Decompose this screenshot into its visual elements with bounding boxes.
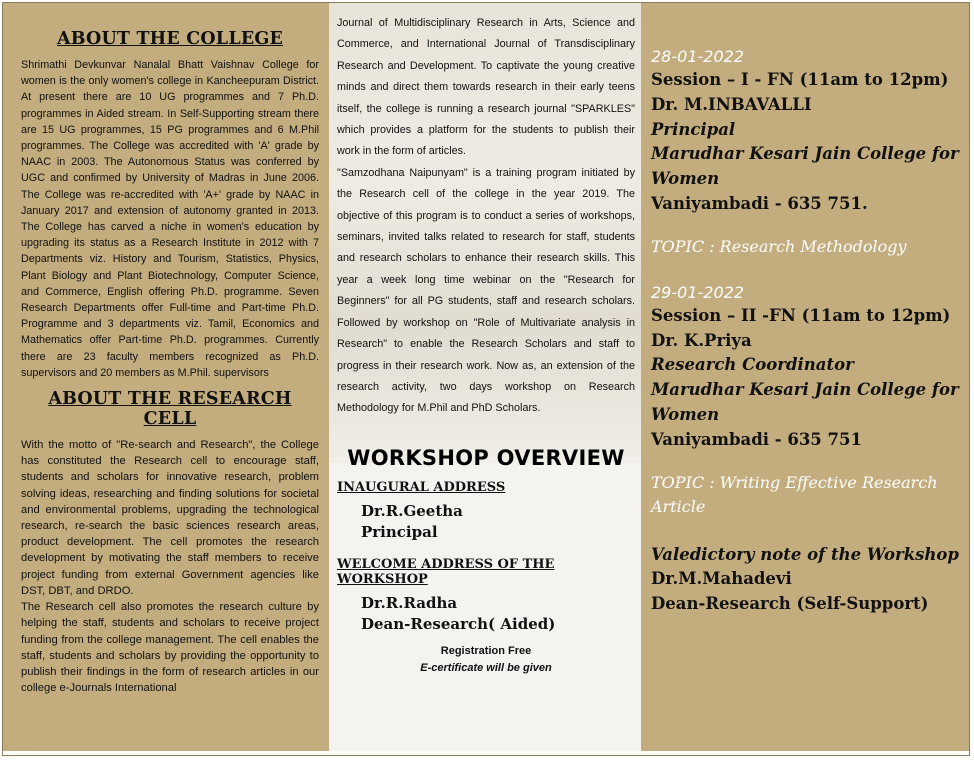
session-2-role: Research Coordinator bbox=[651, 355, 854, 375]
session-1-speaker: Dr. M.INBAVALLI bbox=[651, 94, 812, 114]
brochure-sheet bbox=[2, 2, 970, 756]
registration-info bbox=[337, 643, 635, 677]
college-heading: ABOUT THE COLLEGE bbox=[56, 29, 284, 49]
valedictory-title: Valedictory note of the Workshop bbox=[651, 544, 959, 564]
session-1-topic: TOPIC : Research Methodology bbox=[651, 236, 907, 256]
session-2-topic: TOPIC : Writing Effective Research Article bbox=[651, 472, 938, 516]
session-2-place: Vaniyambadi - 635 751 bbox=[651, 429, 862, 449]
valedictory-role: Dean-Research (Self-Support) bbox=[651, 594, 929, 614]
middle-panel bbox=[329, 3, 641, 751]
research-cell-paragraph-1: With the motto of "Re-search and Research", the College has constituted the Research cell to encourage staff, students and scholars for innovative research, problem solving ideas, researching and finding solutions for societal and environmental problems, upgrading the technological research, re-search the basic sciences research areas, product development. The cell promotes the research development by motivating the staff members to receive project funding from external Government agencies like DST, DBT, and DRDO. bbox=[21, 439, 319, 597]
session-2-speaker: Dr. K.Priya bbox=[651, 330, 752, 350]
session-1-college: Marudhar Kesari Jain College for Women bbox=[651, 144, 959, 189]
welcome-speaker bbox=[361, 593, 635, 635]
valedictory-name: Dr.M.Mahadevi bbox=[651, 569, 792, 589]
training-program-paragraph: "Samzodhana Naipunyam" is a training program initiated by the Research cell of the college in the year 2019. The objective of this program is to conduct a series of workshops, seminars, invited talks related to research for staff, students and research scholars to enhance their research skills. This year a week long time webinar on the "Research for Beginners" for all PG students, staff and research scholars. Followed by workshop on "Role of Multivariate analysis in Research" to enable the Research Scholars and staff to progress in their research work. Now as, an extension of the research activity, two days workshop on Research Methodology for M.Phil and PhD Scholars. bbox=[337, 166, 635, 415]
registration-free: Registration Free bbox=[440, 644, 532, 657]
workshop-overview-title: WORKSHOP OVERVIEW bbox=[347, 445, 625, 470]
research-cell-paragraph-2: The Research cell also promotes the research culture by helping the staff, students and scholars to receive project funding from the college management. The cell enables the staff, students and scholars by providing the opportunity to publish their findings in the form of research articles in our college e-Journals International bbox=[21, 601, 319, 695]
right-panel bbox=[641, 3, 969, 751]
session-1-role: Principal bbox=[651, 119, 736, 139]
left-panel bbox=[3, 3, 329, 751]
session-1-title: Session – I - FN (11am to 12pm) bbox=[651, 70, 949, 89]
welcome-address-heading: WELCOME ADDRESS OF THE WORKSHOP bbox=[337, 556, 555, 587]
welcome-speaker-name: Dr.R.Radha bbox=[361, 593, 458, 612]
inaugural-speaker-role: Principal bbox=[361, 522, 438, 541]
inaugural-speaker-name: Dr.R.Geetha bbox=[361, 501, 463, 520]
e-certificate-note: E-certificate will be given bbox=[420, 661, 552, 674]
welcome-speaker-role: Dean-Research( Aided) bbox=[361, 614, 556, 633]
inaugural-address-heading: INAUGURAL ADDRESS bbox=[337, 479, 506, 495]
research-cell-heading: ABOUT THE RESEARCH CELL bbox=[48, 389, 292, 430]
session-2-title: Session – II -FN (11am to 12pm) bbox=[651, 305, 951, 325]
college-description: Shrimathi Devkunvar Nanalal Bhatt Vaishnav College for women is the only women's college in Kancheepuram District. At present there are 10 UG programmes and 7 Ph.D. programmes in Aided stream. In Self-Supporting stream there are 15 UG programmes, 15 PG programmes and 6 M.Phil programmes. The College was accredited with 'A' grade by NAAC in 2003. The Autonomous Status was conferred by UGC and confirmed by University of Madras in June 2006. The College was re-accredited with 'A+' grade by NAAC in January 2017 and extension of autonomy granted in 2013. The College has carved a niche in women's education by upgrading its status as a Research Institute in 2012 with 7 Departments viz. History and Tourism, Statistics, Physics, Plant Biology and Plant Biotechnology, Computer Science, and Commerce, English offering Ph.D. programme. Seven Research Departments offer Full-time and Part-time Ph.D. Programme and 3 departments viz. Tamil, Economics and Mathematics offer Part-time Ph.D. programmes. Currently there are 23 faculty members recognized as Ph.D. supervisors and 20 members as M.Phil. supervisors bbox=[21, 59, 319, 379]
journal-paragraph: Journal of Multidisciplinary Research in Arts, Science and Commerce, and International Journal of Transdisciplinary Research and Development. To captivate the young creative minds and direct them towards research in their early teens itself, the college is running a research journal "SPARKLES" which provides a platform for the students to publish their work in the form of articles. bbox=[337, 17, 635, 158]
session-1-place: Vaniyambadi - 635 751. bbox=[651, 193, 868, 213]
inaugural-speaker bbox=[361, 501, 635, 543]
session-1-date: 28-01-2022 bbox=[651, 47, 744, 66]
session-2-college: Marudhar Kesari Jain College for Women bbox=[651, 380, 959, 424]
session-2-date: 29-01-2022 bbox=[651, 282, 744, 302]
